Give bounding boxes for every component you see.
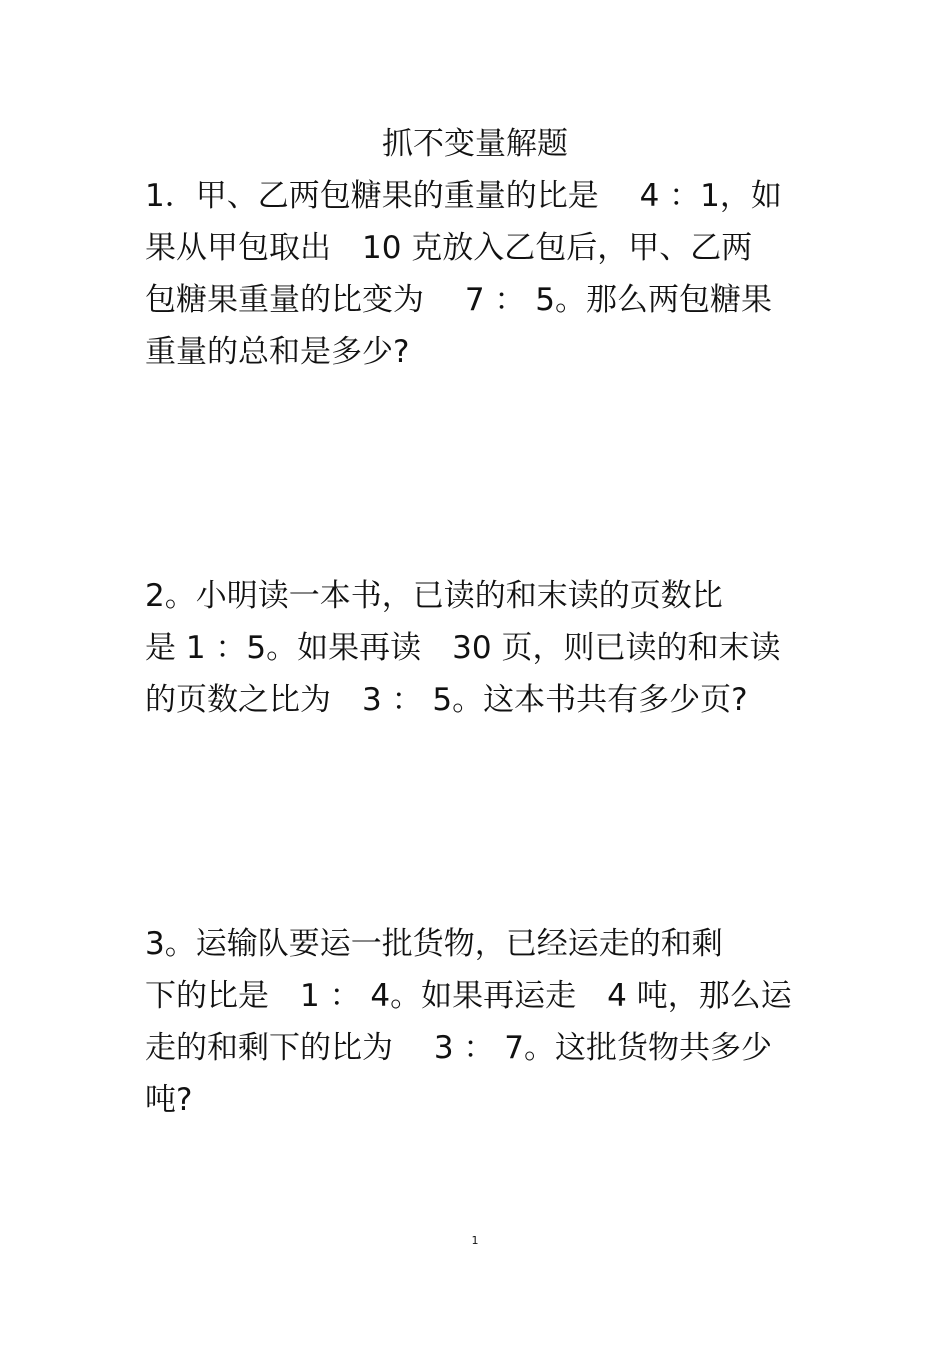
page-number: 1	[471, 1234, 479, 1247]
problem-line: 1．甲、乙两包糖果的重量的比是 4 ：1，如	[145, 178, 782, 214]
problem-line: 3。运输队要运一批货物，已经运走的和剩	[145, 926, 723, 962]
problem-1	[145, 170, 825, 378]
problem-line: 包糖果重量的比变为 7 ： 5。那么两包糖果	[145, 282, 773, 318]
problem-2	[145, 570, 825, 726]
problem-line: 重量的总和是多少?	[145, 334, 410, 370]
problem-line: 下的比是 1 ： 4。如果再运走 4 吨，那么运	[145, 978, 792, 1014]
problem-line: 2。小明读一本书，已读的和末读的页数比	[145, 578, 723, 614]
problem-line: 走的和剩下的比为 3 ： 7。这批货物共多少	[145, 1030, 773, 1066]
problem-line: 的页数之比为 3 ： 5。这本书共有多少页?	[145, 682, 748, 718]
problem-line: 吨?	[145, 1082, 193, 1118]
problem-line: 是 1 ：5。如果再读 30 页，则已读的和末读	[145, 630, 781, 666]
problem-3	[145, 918, 825, 1126]
problem-line: 果从甲包取出 10 克放入乙包后，甲、乙两	[145, 230, 753, 266]
page-title: 抓不变量解题	[382, 126, 568, 162]
